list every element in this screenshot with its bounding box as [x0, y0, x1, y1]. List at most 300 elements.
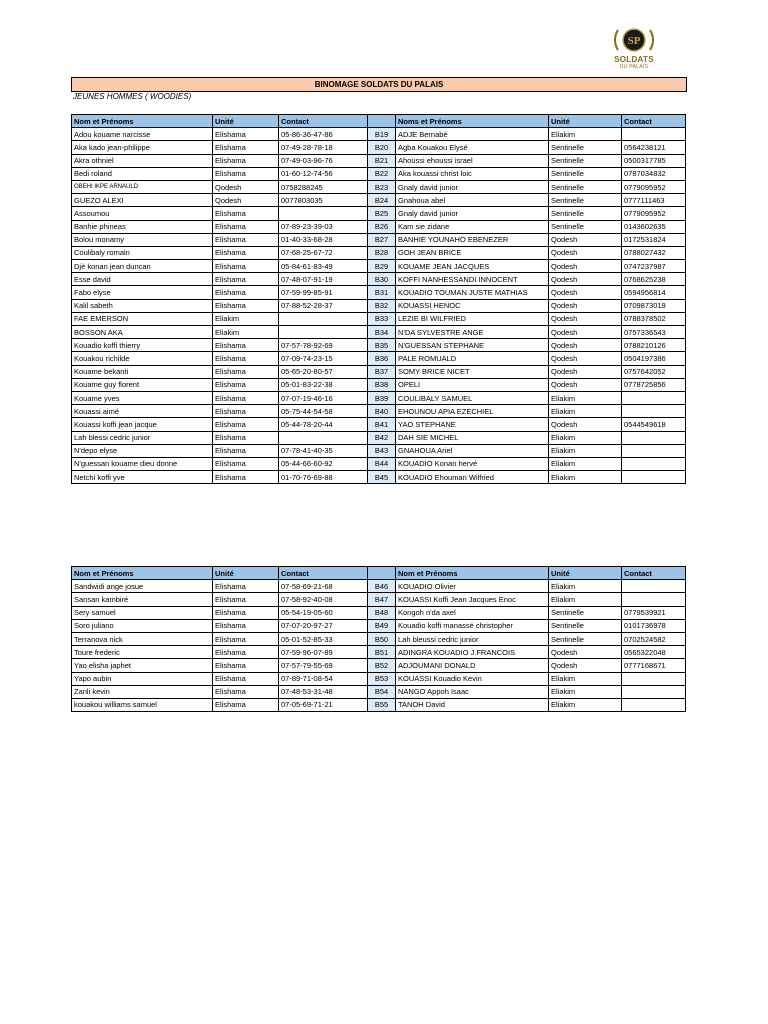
table-row [72, 167, 686, 180]
cell-partner-unit: Sentinelle [549, 632, 622, 645]
cell-partner-contact [622, 672, 686, 685]
cell-partner-name: SOMY BRICE NICET [396, 365, 549, 378]
cell-contact: 07-07-20-97-27 [279, 619, 368, 632]
cell-code: B35 [368, 339, 396, 352]
cell-contact: 07-58-92-40-08 [279, 593, 368, 606]
cell-partner-contact: 0565322048 [622, 646, 686, 659]
cell-unit: Elishama [213, 246, 279, 259]
cell-unit: Elishama [213, 286, 279, 299]
cell-partner-contact: 0709873019 [622, 299, 686, 312]
cell-code: B20 [368, 141, 396, 154]
cell-code: B28 [368, 246, 396, 259]
cell-unit: Elishama [213, 606, 279, 619]
table-row [72, 365, 686, 378]
table-row [72, 207, 686, 220]
table-row [72, 418, 686, 431]
cell-code: B31 [368, 286, 396, 299]
cell-contact: 07-57-79-55-69 [279, 659, 368, 672]
cell-unit: Elishama [213, 141, 279, 154]
cell-contact: 07-88-52-28-37 [279, 299, 368, 312]
cell-partner-name: Kam sie zidane [396, 220, 549, 233]
table-row [72, 619, 686, 632]
cell-contact [279, 326, 368, 339]
col-header-partner-unit: Unité [549, 115, 622, 128]
col-header-partner-contact: Contact [622, 567, 686, 580]
cell-name: Akra othniel [72, 154, 213, 167]
cell-unit: Elishama [213, 457, 279, 470]
cell-partner-name: DAH SIE MICHEL [396, 431, 549, 444]
col-header-partner-name: Noms et Prénoms [396, 115, 549, 128]
cell-partner-unit: Eliakim [549, 593, 622, 606]
cell-name: Banhie phineas [72, 220, 213, 233]
cell-partner-unit: Qodesh [549, 286, 622, 299]
cell-partner-unit: Sentinelle [549, 141, 622, 154]
cell-contact: 05-86-36-47-86 [279, 128, 368, 141]
table-row [72, 141, 686, 154]
logo [604, 26, 664, 74]
cell-contact: 01-70-76-69-88 [279, 471, 368, 484]
cell-partner-unit: Sentinelle [549, 194, 622, 207]
cell-partner-unit: Eliakim [549, 431, 622, 444]
cell-code: B21 [368, 154, 396, 167]
cell-name: Sandwidi ange josue [72, 580, 213, 593]
cell-name: Adou kouame narcisse [72, 128, 213, 141]
cell-partner-unit: Sentinelle [549, 207, 622, 220]
cell-contact: 07-48-53-31-48 [279, 685, 368, 698]
cell-partner-contact: 0544549618 [622, 418, 686, 431]
cell-partner-unit: Sentinelle [549, 167, 622, 180]
cell-partner-name: ADJOUMANI DONALD [396, 659, 549, 672]
cell-partner-unit: Qodesh [549, 339, 622, 352]
table-row [72, 352, 686, 365]
page-title: BINOMAGE SOLDATS DU PALAIS [71, 77, 687, 92]
cell-name: Assoumou [72, 207, 213, 220]
cell-partner-contact: 0500317785 [622, 154, 686, 167]
col-header-partner-contact: Contact [622, 115, 686, 128]
table-row [72, 672, 686, 685]
cell-code: B47 [368, 593, 396, 606]
table-row [72, 299, 686, 312]
cell-partner-contact [622, 405, 686, 418]
cell-unit: Elishama [213, 405, 279, 418]
cell-partner-contact: 0787034832 [622, 167, 686, 180]
col-header-partner-unit: Unité [549, 567, 622, 580]
cell-code: B19 [368, 128, 396, 141]
table-row [72, 286, 686, 299]
cell-partner-contact: 0143602635 [622, 220, 686, 233]
cell-partner-name: Kongoh n'da axel [396, 606, 549, 619]
cell-unit: Elishama [213, 672, 279, 685]
cell-contact: 07-59-96-07-89 [279, 646, 368, 659]
cell-partner-contact: 0788027432 [622, 246, 686, 259]
table-row [72, 471, 686, 484]
cell-partner-name: BANHIE YOUNAHO EBENEZER [396, 233, 549, 246]
cell-partner-name: TANOH David [396, 698, 549, 711]
cell-partner-unit: Eliakim [549, 391, 622, 404]
table-row [72, 391, 686, 404]
cell-partner-unit: Sentinelle [549, 220, 622, 233]
col-header-unit: Unité [213, 567, 279, 580]
cell-contact: 07-59-99-85-91 [279, 286, 368, 299]
cell-partner-name: Ahoussi ehoussi israel [396, 154, 549, 167]
table-row [72, 685, 686, 698]
cell-contact: 0077803035 [279, 194, 368, 207]
table-row [72, 646, 686, 659]
cell-contact: 05-44-78-20-44 [279, 418, 368, 431]
cell-partner-unit: Qodesh [549, 273, 622, 286]
cell-contact: 05-75-44-54-58 [279, 405, 368, 418]
cell-partner-unit: Eliakim [549, 471, 622, 484]
cell-partner-contact: 0779539921 [622, 606, 686, 619]
cell-partner-name: PALE ROMUALD [396, 352, 549, 365]
table-row [72, 698, 686, 711]
cell-partner-contact [622, 444, 686, 457]
cell-unit: Elishama [213, 593, 279, 606]
cell-code: B53 [368, 672, 396, 685]
cell-partner-unit: Qodesh [549, 312, 622, 325]
cell-partner-name: NANGO Appoh Isaac [396, 685, 549, 698]
cell-name: Bedi roland [72, 167, 213, 180]
cell-name: Terranova nick [72, 632, 213, 645]
col-header-code [368, 115, 396, 128]
cell-partner-contact: 0594956814 [622, 286, 686, 299]
cell-name: Kouassi aimé [72, 405, 213, 418]
cell-name: Kouame guy florent [72, 378, 213, 391]
cell-partner-name: KOUAME JEAN JACQUES [396, 260, 549, 273]
cell-unit: Elishama [213, 378, 279, 391]
cell-partner-name: Aka kouassi christ loic [396, 167, 549, 180]
cell-partner-contact: 0757336543 [622, 326, 686, 339]
table-row [72, 378, 686, 391]
cell-name: Netchi koffi yve [72, 471, 213, 484]
cell-partner-unit: Qodesh [549, 646, 622, 659]
cell-partner-contact [622, 593, 686, 606]
cell-partner-unit: Qodesh [549, 659, 622, 672]
cell-partner-contact: 0172531824 [622, 233, 686, 246]
cell-unit: Elishama [213, 698, 279, 711]
section-subtitle: JEUNES HOMMES ( WOODIES) [73, 92, 192, 101]
cell-name: GUEZO ALEXI [72, 194, 213, 207]
cell-partner-unit: Eliakim [549, 698, 622, 711]
cell-partner-unit: Qodesh [549, 352, 622, 365]
cell-unit: Elishama [213, 207, 279, 220]
cell-name: Esse david [72, 273, 213, 286]
cell-name: Kouadio koffi thierry [72, 339, 213, 352]
cell-partner-name: KOFFI NANHESSANDI INNOCENT [396, 273, 549, 286]
cell-unit: Elishama [213, 273, 279, 286]
table-row [72, 260, 686, 273]
cell-code: B33 [368, 312, 396, 325]
cell-partner-name: Gnahoua abel [396, 194, 549, 207]
col-header-contact: Contact [279, 115, 368, 128]
table-row [72, 659, 686, 672]
cell-name: Toure frederic [72, 646, 213, 659]
cell-name: Kouassi koffi jean jacque [72, 418, 213, 431]
cell-partner-name: KOUADIO Ehouman Wilfried [396, 471, 549, 484]
cell-contact: 05-84-61-83-49 [279, 260, 368, 273]
cell-contact: 0758288245 [279, 180, 368, 193]
cell-unit: Elishama [213, 167, 279, 180]
cell-code: B55 [368, 698, 396, 711]
logo-initials: SP [627, 35, 641, 47]
cell-unit: Qodesh [213, 180, 279, 193]
table-header-row [72, 567, 686, 580]
cell-contact: 05-01-83-22-38 [279, 378, 368, 391]
cell-contact: 05-54-19-05-60 [279, 606, 368, 619]
table-row [72, 339, 686, 352]
cell-code: B22 [368, 167, 396, 180]
cell-partner-contact [622, 431, 686, 444]
cell-code: B37 [368, 365, 396, 378]
cell-partner-contact: 0779095952 [622, 207, 686, 220]
cell-code: B36 [368, 352, 396, 365]
col-header-name: Nom et Prénoms [72, 567, 213, 580]
cell-partner-contact [622, 698, 686, 711]
table-header-row [72, 115, 686, 128]
cell-partner-contact: 0504197386 [622, 352, 686, 365]
cell-partner-name: OPELI [396, 378, 549, 391]
cell-name: FAE EMERSON [72, 312, 213, 325]
laurel-emblem-icon [610, 26, 658, 56]
pairing-table-1 [71, 114, 686, 484]
cell-contact: 01-40-33-68-28 [279, 233, 368, 246]
cell-partner-name: KOUASSI HENOC [396, 299, 549, 312]
cell-partner-unit: Eliakim [549, 672, 622, 685]
cell-partner-name: Kouadio koffi manassé christopher [396, 619, 549, 632]
cell-unit: Elishama [213, 619, 279, 632]
cell-name: Coulibaly romain [72, 246, 213, 259]
cell-unit: Elishama [213, 352, 279, 365]
table-row [72, 326, 686, 339]
cell-code: B54 [368, 685, 396, 698]
table-row [72, 273, 686, 286]
cell-code: B40 [368, 405, 396, 418]
cell-name: N'depo elyse [72, 444, 213, 457]
col-header-name: Nom et Prénoms [72, 115, 213, 128]
cell-partner-contact: 0564238121 [622, 141, 686, 154]
cell-name: Kouame bekanti [72, 365, 213, 378]
table-row [72, 431, 686, 444]
cell-name: Lah blessi cedric junior [72, 431, 213, 444]
cell-partner-unit: Eliakim [549, 128, 622, 141]
cell-contact: 07-68-25-67-72 [279, 246, 368, 259]
cell-partner-unit: Qodesh [549, 365, 622, 378]
cell-partner-unit: Qodesh [549, 418, 622, 431]
cell-name: Bolou monamy [72, 233, 213, 246]
cell-partner-contact [622, 457, 686, 470]
cell-name: Aka kado jean-philippe [72, 141, 213, 154]
col-header-code [368, 567, 396, 580]
table-row [72, 593, 686, 606]
cell-partner-name: GNAHOUA Ariel [396, 444, 549, 457]
cell-code: B52 [368, 659, 396, 672]
cell-code: B42 [368, 431, 396, 444]
cell-contact: 07-89-71-08-54 [279, 672, 368, 685]
cell-name: Sansan kambiré [72, 593, 213, 606]
cell-partner-name: ADJE Bernabé [396, 128, 549, 141]
cell-unit: Elishama [213, 659, 279, 672]
cell-unit: Elishama [213, 365, 279, 378]
cell-partner-contact [622, 471, 686, 484]
cell-name: Yao elisha japhet [72, 659, 213, 672]
cell-contact: 07-48-07-91-19 [279, 273, 368, 286]
cell-partner-contact [622, 128, 686, 141]
cell-code: B49 [368, 619, 396, 632]
cell-contact [279, 312, 368, 325]
cell-partner-contact: 0101736978 [622, 619, 686, 632]
cell-unit: Elishama [213, 471, 279, 484]
cell-partner-contact: 0777168671 [622, 659, 686, 672]
cell-partner-unit: Eliakim [549, 457, 622, 470]
cell-contact: 07-57-78-92-69 [279, 339, 368, 352]
cell-partner-name: COULIBALY SAMUEL [396, 391, 549, 404]
cell-partner-name: GOH JEAN BRICE [396, 246, 549, 259]
cell-partner-unit: Qodesh [549, 326, 622, 339]
cell-name: Djè konan jean duncan [72, 260, 213, 273]
cell-unit: Elishama [213, 646, 279, 659]
cell-contact: 07-49-03-96-76 [279, 154, 368, 167]
cell-name: OBEHI IKPE ARNAULD [72, 180, 213, 193]
cell-code: B46 [368, 580, 396, 593]
cell-contact: 07-49-28-78-18 [279, 141, 368, 154]
cell-unit: Elishama [213, 685, 279, 698]
cell-unit: Elishama [213, 154, 279, 167]
cell-partner-name: KOUADIO TOUMAN JUSTE MATHIAS [396, 286, 549, 299]
cell-partner-unit: Eliakim [549, 685, 622, 698]
cell-name: N'guessan kouame dieu donne [72, 457, 213, 470]
cell-name: Zanli kevin [72, 685, 213, 698]
cell-code: B41 [368, 418, 396, 431]
cell-name: BOSSON AKA [72, 326, 213, 339]
cell-contact: 07-78-41-40-35 [279, 444, 368, 457]
cell-unit: Qodesh [213, 194, 279, 207]
cell-name: Kouakou richilde [72, 352, 213, 365]
cell-unit: Elishama [213, 444, 279, 457]
cell-code: B34 [368, 326, 396, 339]
cell-partner-contact [622, 685, 686, 698]
cell-partner-name: Agba Kouakou Elysé [396, 141, 549, 154]
col-header-contact: Contact [279, 567, 368, 580]
cell-unit: Elishama [213, 339, 279, 352]
cell-partner-contact: 0757642052 [622, 365, 686, 378]
cell-partner-contact: 0778725856 [622, 378, 686, 391]
cell-contact: 05-44-66-60-92 [279, 457, 368, 470]
cell-name: Sery samuel [72, 606, 213, 619]
cell-code: B39 [368, 391, 396, 404]
cell-partner-contact [622, 391, 686, 404]
cell-code: B45 [368, 471, 396, 484]
cell-partner-contact [622, 580, 686, 593]
cell-unit: Eliakim [213, 326, 279, 339]
table-row [72, 246, 686, 259]
cell-partner-contact: 0777111463 [622, 194, 686, 207]
cell-partner-name: YAO STEPHANE [396, 418, 549, 431]
cell-name: Yapo aubin [72, 672, 213, 685]
cell-name: Fabo elyse [72, 286, 213, 299]
col-header-partner-name: Nom et Prénoms [396, 567, 549, 580]
table-row [72, 405, 686, 418]
cell-code: B48 [368, 606, 396, 619]
cell-unit: Elishama [213, 299, 279, 312]
cell-code: B24 [368, 194, 396, 207]
cell-partner-name: Lah bleussi cedric junior [396, 632, 549, 645]
cell-partner-name: LEZIE BI WILFRIED [396, 312, 549, 325]
pairing-table-2 [71, 566, 686, 712]
cell-unit: Elishama [213, 580, 279, 593]
cell-contact: 07-58-69-21-68 [279, 580, 368, 593]
cell-contact [279, 207, 368, 220]
table-row [72, 457, 686, 470]
cell-partner-name: KOUADIO Konan hervé [396, 457, 549, 470]
cell-contact: 07-89-23-39-03 [279, 220, 368, 233]
table-row [72, 194, 686, 207]
cell-partner-unit: Qodesh [549, 246, 622, 259]
cell-code: B27 [368, 233, 396, 246]
cell-unit: Elishama [213, 431, 279, 444]
cell-partner-unit: Sentinelle [549, 180, 622, 193]
cell-partner-contact: 0788210126 [622, 339, 686, 352]
logo-name: SOLDATS [614, 55, 654, 64]
cell-partner-unit: Sentinelle [549, 606, 622, 619]
col-header-unit: Unité [213, 115, 279, 128]
cell-code: B43 [368, 444, 396, 457]
cell-code: B25 [368, 207, 396, 220]
cell-partner-name: KOUASSI Kouadio Kevin [396, 672, 549, 685]
table-row [72, 220, 686, 233]
logo-tagline: DU PALAIS [619, 64, 649, 70]
cell-partner-contact: 0768625238 [622, 273, 686, 286]
cell-contact: 01-60-12-74-56 [279, 167, 368, 180]
cell-partner-contact: 0779095952 [622, 180, 686, 193]
cell-partner-unit: Sentinelle [549, 154, 622, 167]
cell-partner-unit: Qodesh [549, 233, 622, 246]
cell-contact: 05-65-20-80-57 [279, 365, 368, 378]
table-row [72, 180, 686, 193]
table-row [72, 632, 686, 645]
cell-partner-name: N'GUESSAN STEPHANE [396, 339, 549, 352]
cell-contact [279, 431, 368, 444]
cell-code: B50 [368, 632, 396, 645]
cell-partner-contact: 0788378502 [622, 312, 686, 325]
cell-unit: Elishama [213, 391, 279, 404]
table-row [72, 606, 686, 619]
cell-partner-unit: Qodesh [549, 260, 622, 273]
cell-partner-name: Gnaly david junior [396, 180, 549, 193]
cell-partner-contact: 0747237987 [622, 260, 686, 273]
table-row [72, 233, 686, 246]
cell-code: B30 [368, 273, 396, 286]
table-row [72, 154, 686, 167]
cell-partner-unit: Qodesh [549, 378, 622, 391]
cell-code: B38 [368, 378, 396, 391]
cell-code: B32 [368, 299, 396, 312]
cell-partner-unit: Eliakim [549, 444, 622, 457]
cell-unit: Elishama [213, 220, 279, 233]
cell-partner-name: EHOUNOU APIA EZECHIEL [396, 405, 549, 418]
cell-partner-name: KOUASSI Koffi Jean Jacques Enoc [396, 593, 549, 606]
cell-partner-unit: Qodesh [549, 299, 622, 312]
cell-code: B26 [368, 220, 396, 233]
table-row [72, 128, 686, 141]
cell-unit: Elishama [213, 128, 279, 141]
cell-code: B44 [368, 457, 396, 470]
table-row [72, 580, 686, 593]
cell-unit: Elishama [213, 260, 279, 273]
cell-unit: Eliakim [213, 312, 279, 325]
cell-partner-unit: Eliakim [549, 405, 622, 418]
cell-unit: Elishama [213, 632, 279, 645]
table-row [72, 444, 686, 457]
